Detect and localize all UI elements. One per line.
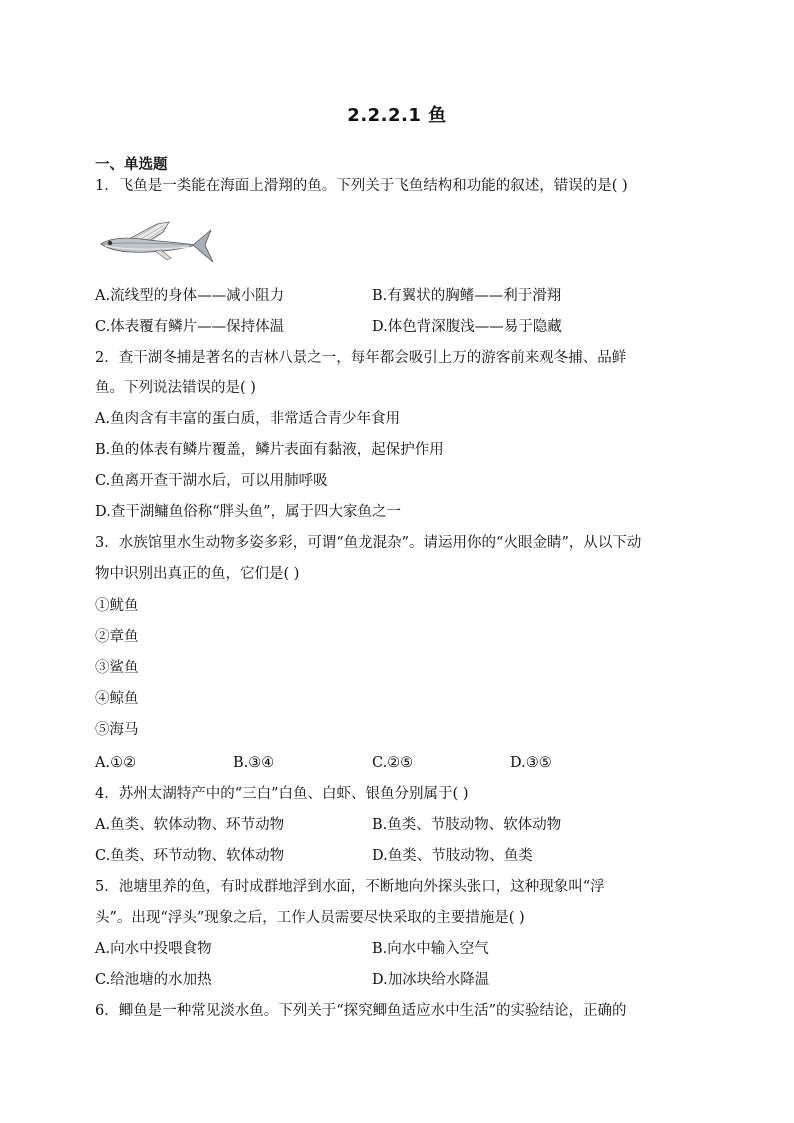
q4-option-b: B.鱼类、节肢动物、软体动物 xyxy=(372,817,562,833)
q1-option-b: B.有翼状的胸鳍——利于滑翔 xyxy=(372,288,562,304)
q3-option-d: D.③⑤ xyxy=(510,755,552,771)
q1-option-a: A.流线型的身体——减小阻力 xyxy=(95,288,285,304)
q2-option-a: A.鱼肉含有丰富的蛋白质，非常适合青少年食用 xyxy=(95,411,401,427)
q5-option-d: D.加冰块给水降温 xyxy=(372,972,490,988)
q4-stem: 4．苏州太湖特产中的“三白”白鱼、白虾、银鱼分别属于( ) xyxy=(95,786,469,802)
flying-fish-icon xyxy=(97,218,215,268)
q3-option-c: C.②⑤ xyxy=(372,755,414,771)
q2-option-b: B.鱼的体表有鳞片覆盖，鳞片表面有黏液，起保护作用 xyxy=(95,442,444,458)
q5-option-c: C.给池塘的水加热 xyxy=(95,972,212,988)
q3-stem-line2: 物中识别出真正的鱼，它们是( ) xyxy=(95,566,300,582)
q2-stem-line2: 鱼。下列说法错误的是( ) xyxy=(95,380,256,396)
q5-option-a: A.向水中投喂食物 xyxy=(95,941,212,957)
section-heading: 一、单选题 xyxy=(95,157,168,173)
q1-stem: 1．飞鱼是一类能在海面上滑翔的鱼。下列关于飞鱼结构和功能的叙述，错误的是( ) xyxy=(95,178,628,194)
q3-option-a: A.①② xyxy=(95,755,137,771)
q1-option-d: D.体色背深腹浅——易于隐藏 xyxy=(372,319,562,335)
q3-item-5: ⑤海马 xyxy=(95,722,139,738)
q1-option-c: C.体表覆有鳞片——保持体温 xyxy=(95,319,285,335)
q4-option-a: A.鱼类、软体动物、环节动物 xyxy=(95,817,285,833)
q4-option-c: C.鱼类、环节动物、软体动物 xyxy=(95,848,285,864)
q3-option-b: B.③④ xyxy=(233,755,275,771)
q3-item-1: ①鱿鱼 xyxy=(95,598,139,614)
q3-item-4: ④鲸鱼 xyxy=(95,691,139,707)
q2-stem-line1: 2．查干湖冬捕是著名的吉林八景之一，每年都会吸引上万的游客前来观冬捕、品鲜 xyxy=(95,350,627,366)
q6-stem-line1: 6．鲫鱼是一种常见淡水鱼。下列关于“探究鲫鱼适应水中生活”的实验结论，正确的 xyxy=(95,1003,627,1019)
page-title: 2.2.2.1 鱼 xyxy=(347,105,447,126)
q5-stem-line2: 头”。出现“浮头”现象之后，工作人员需要尽快采取的主要措施是( ) xyxy=(95,910,525,926)
q3-item-2: ②章鱼 xyxy=(95,629,139,645)
q2-option-d: D.查干湖鳙鱼俗称“胖头鱼”，属于四大家鱼之一 xyxy=(95,504,402,520)
q4-option-d: D.鱼类、节肢动物、鱼类 xyxy=(372,848,533,864)
q2-option-c: C.鱼离开查干湖水后，可以用肺呼吸 xyxy=(95,473,328,489)
q5-option-b: B.向水中输入空气 xyxy=(372,941,489,957)
q5-stem-line1: 5．池塘里养的鱼，有时成群地浮到水面，不断地向外探头张口，这种现象叫“浮 xyxy=(95,879,605,895)
q3-item-3: ③鲨鱼 xyxy=(95,660,139,676)
q3-stem-line1: 3．水族馆里水生动物多姿多彩，可谓“鱼龙混杂”。请运用你的“火眼金睛”，从以下动 xyxy=(95,535,642,551)
